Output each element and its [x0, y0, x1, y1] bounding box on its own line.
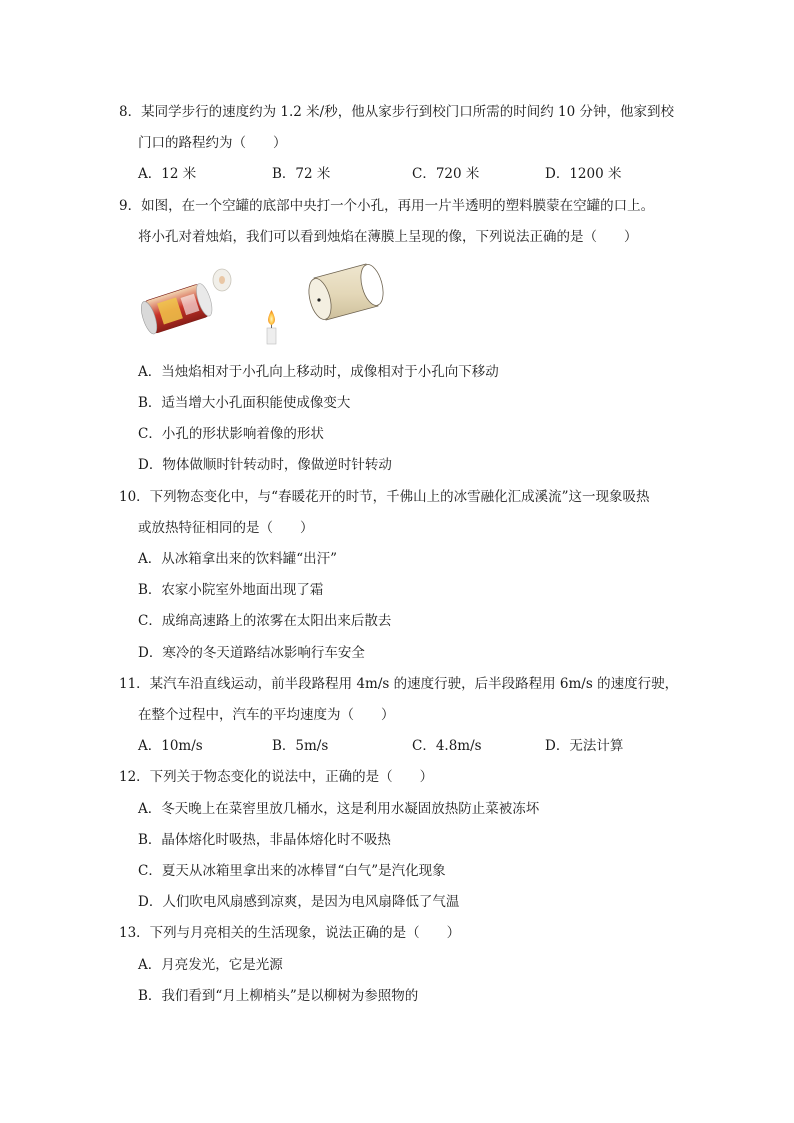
- question-9-option-d: D．物体做顺时针转动时，像做逆时针转动: [138, 457, 392, 473]
- question-9-option-b: B．适当增大小孔面积能使成像变大: [138, 395, 351, 411]
- question-11-option-b: B．5m/s: [272, 738, 329, 754]
- question-9-option-c: C．小孔的形状影响着像的形状: [138, 426, 324, 442]
- question-8-option-c: C．720 米: [412, 166, 480, 182]
- question-12-option-d: D．人们吹电风扇感到凉爽，是因为电风扇降低了气温: [138, 894, 460, 910]
- question-10-line-2: 或放热特征相同的是（ ）: [138, 520, 314, 536]
- question-13-option-b: B．我们看到“月上柳梢头”是以柳树为参照物的: [138, 988, 419, 1004]
- question-11-line-1: 11．某汽车沿直线运动，前半段路程用 4m/s 的速度行驶，后半段路程用 6m/s 的速度行驶，: [119, 676, 679, 692]
- question-12-option-b: B．晶体熔化时吸热，非晶体熔化时不吸热: [138, 832, 391, 848]
- question-9-line-1: 9．如图，在一个空罐的底部中央打一个小孔，再用一片半透明的塑料膜蒙在空罐的口上。: [119, 198, 655, 214]
- question-11-line-2: 在整个过程中，汽车的平均速度为（ ）: [138, 707, 395, 723]
- question-12-option-a: A．冬天晚上在菜窖里放几桶水，这是利用水凝固放热防止菜被冻坏: [138, 801, 540, 817]
- question-10-line-1: 10．下列物态变化中，与“春暖花开的时节，千佛山上的冰雪融化汇成溪流”这一现象吸热: [119, 489, 650, 505]
- question-13-line-1: 13．下列与月亮相关的生活现象，说法正确的是（ ）: [119, 925, 461, 941]
- question-13-option-a: A．月亮发光，它是光源: [138, 957, 283, 973]
- question-8-line-2: 门口的路程约为（ ）: [138, 135, 287, 151]
- translucent-tube-illustration: [305, 262, 387, 322]
- pinhole-camera-figure: [138, 260, 388, 350]
- question-8-line-1: 8．某同学步行的速度约为 1.2 米/秒，他从家步行到校门口所需的时间约 10 分钟，他家到校: [119, 104, 674, 120]
- question-10-option-b: B．农家小院室外地面出现了霜: [138, 582, 324, 598]
- question-10-option-d: D．寒冷的冬天道路结冰影响行车安全: [138, 645, 365, 661]
- question-11-option-a: A．10m/s: [138, 738, 203, 754]
- question-11-option-c: C．4.8m/s: [412, 738, 482, 754]
- question-8-option-b: B．72 米: [272, 166, 331, 182]
- candle-illustration: [267, 310, 276, 344]
- tin-can-illustration: [138, 269, 231, 336]
- question-9-option-a: A．当烛焰相对于小孔向上移动时，成像相对于小孔向下移动: [138, 364, 499, 380]
- question-10-option-c: C．成绵高速路上的浓雾在太阳出来后散去: [138, 613, 392, 629]
- question-12-option-c: C．夏天从冰箱里拿出来的冰棒冒“白气”是汽化现象: [138, 863, 446, 879]
- question-8-option-d: D．1200 米: [545, 166, 622, 182]
- question-12-line-1: 12．下列关于物态变化的说法中，正确的是（ ）: [119, 769, 434, 785]
- question-8-option-a: A．12 米: [138, 166, 197, 182]
- question-9-line-2: 将小孔对着烛焰，我们可以看到烛焰在薄膜上呈现的像，下列说法正确的是（ ）: [138, 229, 638, 245]
- question-10-option-a: A．从冰箱拿出来的饮料罐“出汗”: [138, 551, 338, 567]
- question-11-option-d: D．无法计算: [545, 738, 624, 754]
